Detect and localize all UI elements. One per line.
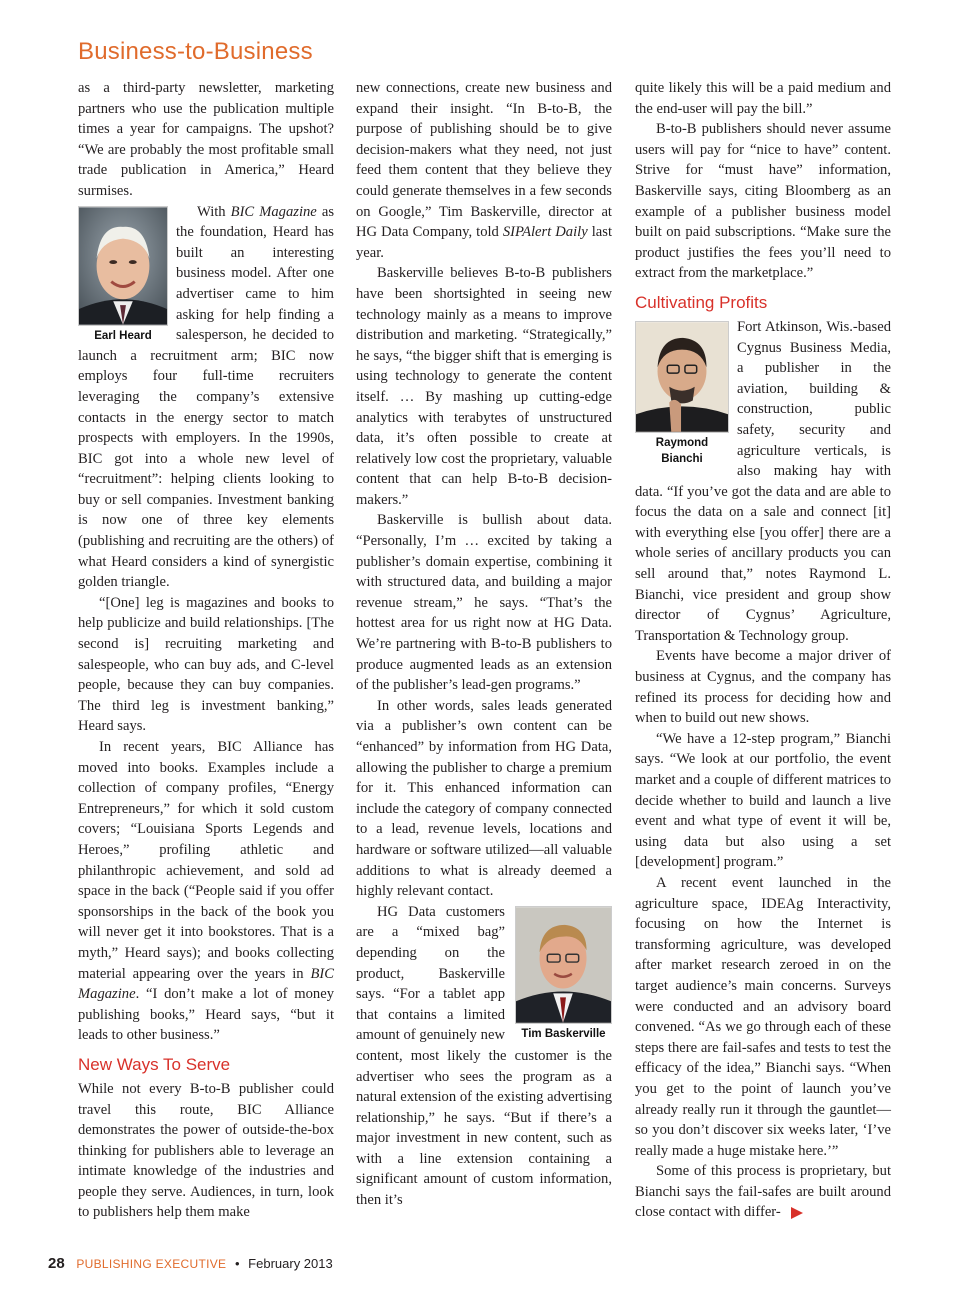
paragraph: Raymond Bianchi Fort Atkinson, Wis.-based Cygnus Business Media, a publisher in the aviation, building & construction, public safety, security and agriculture verticals, is also making hay with data. “If you’ve got the data and are able to focus the data on a sale and connect [it] with everything else [you offer] there are a whole series of ancillary products you can sell around that,” notes Raymond L. Bianchi, vice president and group show director of Cygnus’ Agriculture, Transportation & Technology group. xyxy=(635,318,891,644)
paragraph: Some of this process is proprietary, but Bianchi says the fail-safes are built around close contact with differ- xyxy=(635,1163,891,1221)
paragraph: new connections, create new business and expand their insight. “In B-to-B, the purpose of publishing should be to give decision-makers what they need, not just feed them content that they believe they could generate themselves in a few seconds on Google,” Tim Baskerville, director at HG Data Company, told SIPAlert Daily last year. xyxy=(356,80,612,261)
photo-tim-baskerville xyxy=(515,906,612,1042)
paragraph: While not every B-to-B publisher could travel this route, BIC Alliance demonstrates the power of outside-the-box thinking for publishers able to leverage an intimate knowledge of the industries and people they serve. Audiences, in turn, look to publishers help them make xyxy=(78,1080,334,1221)
photo-raymond-bianchi xyxy=(635,321,729,467)
paragraph: “[One] leg is magazines and books to help publicize and build relationships. [The second is] recruiting marketing and salespeople, who can buy ads, and C-level people, because they can buy companies. The third leg is investment banking,” Heard says. xyxy=(78,594,334,735)
portrait-tim-baskerville-image xyxy=(515,906,612,1024)
photo-caption: Tim Baskerville xyxy=(521,1027,606,1040)
paragraph: A recent event launched in the agriculture space, IDEAg Interactivity, focusing on how the Internet is transforming agriculture, was developed after market research zeroed in on the target audience’s main concerns. Surveys were conducted and an advisory board convened. “As we go through each of these steps there are fail-safes and tests to test the efficacy of the idea,” Bianchi says. “When you get to the point of launch you’ve already really run it through the gauntlet—so you don’t discover six weeks later, ‘I’ve really made a huge mistake here.’” xyxy=(635,874,891,1159)
portrait-raymond-bianchi-image xyxy=(635,321,729,433)
article-column-3 xyxy=(635,78,891,1223)
continued-arrow-icon xyxy=(791,1207,803,1219)
article-column-2 xyxy=(356,78,612,1211)
photo-caption: Earl Heard xyxy=(94,329,152,342)
page-footer xyxy=(48,1255,333,1272)
paragraph: quite likely this will be a paid medium and the end-user will pay the bill.” xyxy=(635,80,891,117)
paragraph: Events have become a major driver of business at Cygnus, and the company has refined its process for deciding how and when to build out new shows. xyxy=(635,648,891,727)
paragraph: In other words, sales leads generated via a publisher’s own content can be “enhanced” by information from HG Data, allowing the publisher to charge a premium for it. This enhanced information can include the category of company connected to a lead, revenue levels, locations and hardware or software utilized—all valuable additions to what is already deemed a highly relevant contact. xyxy=(356,697,612,900)
magazine-title: BIC Magazine xyxy=(78,965,334,1003)
photo-caption: Raymond Bianchi xyxy=(655,436,709,465)
paragraph: Baskerville is bullish about data. “Personally, I’m … excited by taking a publisher’s domain expertise, combining it with structured data, and building a major revenue stream,” he says. “That’s the hottest area for us right now at HG Data. We’re partnering with B-to-B publishers to produce augmented leads as an extension of the publisher’s lead-gen programs.” xyxy=(356,512,612,694)
newsletter-title: SIPAlert Daily xyxy=(502,224,588,241)
paragraph: Baskerville believes B-to-B publishers have been shortsighted in seeing new technology mainly as a means to improve distribution and marketing. “Strategically,” he says, “the bigger shift that is emerging is using technology to generate the content itself. … By mashing up cutting-edge analytics with terabytes of unstructured data, it’s often possible to create at relatively low cost the proprietary, valuable content that can help B-to-B decision-makers.” xyxy=(356,265,612,508)
subhead-new-ways-to-serve: New Ways To Serve xyxy=(78,1054,231,1074)
paragraph: Earl Heard With BIC Magazine as the foundation, Heard has built an interesting business model. After one advertiser came to him asking for help finding a salesperson, he decided to launch a recruitment arm; BIC now employs four full-time recruiters leveraging the company’s extensive contacts in the energy sector to match prospects with employers. In the 1990s, BIC got into a whole new level of “recruitment”: helping clients looking to buy or sell companies. Investment banking is now one of three key elements (publishing and recruiting are the others) of what Heard considers a kind of synergistic golden triangle. xyxy=(78,203,334,591)
publication-name: PUBLISHING EXECUTIVE xyxy=(76,1257,227,1271)
section-title: Business-to-Business xyxy=(78,38,313,65)
paragraph: “We have a 12-step program,” Bianchi says. “We look at our portfolio, the event market and a couple of different matrices to decide whether to build and launch a live event and what type of event it will be, using data but also using a set [development] program.” xyxy=(635,730,891,871)
paragraph: B-to-B publishers should never assume users will pay for “nice to have” content. Strive for “must have” information, Baskerville says, citing Bloomberg as an example of a publisher business model built on paid subscriptions. “Make sure the product justifies the fees you’ll need to extract from the marketplace.” xyxy=(635,121,891,282)
subhead-cultivating-profits: Cultivating Profits xyxy=(635,292,768,312)
photo-earl-heard xyxy=(78,206,168,344)
paragraph: as a third-party newsletter, marketing partners who use the publication multiple times a year for campaigns. The upshot? “We are probably the most profitable small trade publication in America,” Heard surmises. xyxy=(78,80,334,199)
footer-separator: • xyxy=(234,1256,240,1271)
page-number: 28 xyxy=(48,1255,65,1272)
article-column-1 xyxy=(78,78,334,1223)
portrait-earl-heard-image xyxy=(78,206,168,326)
magazine-title: BIC Magazine xyxy=(230,203,317,220)
paragraph: Tim Baskerville HG Data customers are a “mixed bag” depending on the product, Baskerville says. “For a tablet app that contains a limited amount of genuinely new content, most likely the customer is the advertiser who sees the program as a natural extension of the existing advertising relationship,” he says. “But if there’s a major investment in new content, such as with a line extension containing a significant amount of custom information, then it’s xyxy=(356,903,612,1209)
paragraph: In recent years, BIC Alliance has moved into books. Examples include a collection of company profiles, “Energy Entrepreneurs,” for which it sold custom covers; “Louisiana Sports Legends and Heroes,” profiling athletic and philanthropic achievement, and sold ad space in the back (“People said if you offer sponsorships in the back of the book you will never get it into bookstores. That is a myth,” Heard says); and books collecting material appearing over the years in BIC Magazine. “I don’t make a lot of money publishing books,” Heard says, “but it leads to other business.” xyxy=(78,739,334,1044)
issue-date: February 2013 xyxy=(248,1256,333,1271)
